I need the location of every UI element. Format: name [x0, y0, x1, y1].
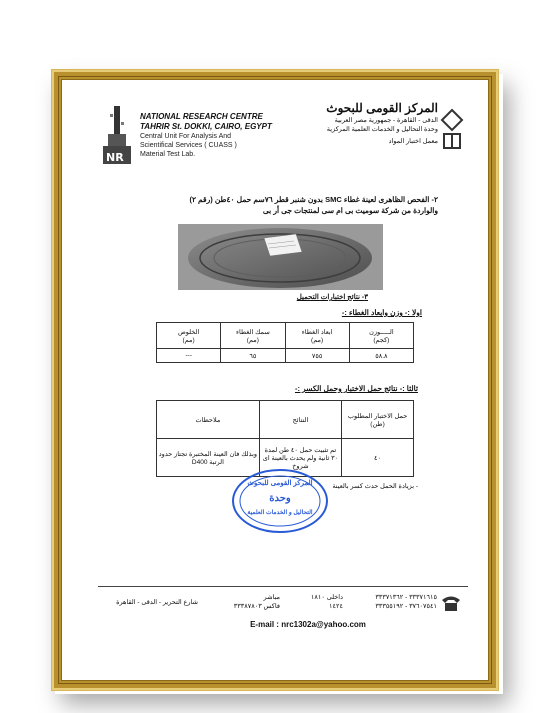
- t1-value-thickness: ٦٥: [221, 349, 285, 363]
- section-b-heading: ثالثا :- نتائج حمل الاختبار وحمل الكسر :-: [294, 384, 418, 393]
- stamp-line3: التحاليل و الخدمات العلمية: [247, 510, 313, 516]
- footer-fax-label: فاكس: [263, 603, 280, 610]
- t1-value-weight: ٥٨.٨: [349, 349, 413, 363]
- header-ar-line4: معمل اختبار المواد: [388, 138, 438, 145]
- title-line2: والواردة من شركة سوميت بى ام سى لمنتجات جى أر بى: [262, 206, 438, 215]
- stamp-line2: وحدة: [269, 493, 291, 504]
- t1-header-thickness: سمك الغطاء: [235, 328, 270, 336]
- stamp-line1: المركز القومى للبحوث: [247, 480, 313, 487]
- header-en-line5: Material Test Lab.: [140, 151, 196, 158]
- manhole-cover-photo: [178, 224, 383, 290]
- blue-stamp: [230, 466, 330, 536]
- t1-value-dims: ٧٥٥: [285, 349, 349, 363]
- header-ar-line3: وحدة التحاليل و الخدمات العلمية المركزية: [326, 126, 438, 133]
- header-ar-line2: الدقى - القاهرة - جمهورية مصر العربية: [334, 117, 438, 124]
- t1-unit-dims: (مم): [311, 336, 324, 344]
- footer-direct-label: مباشر: [263, 594, 280, 601]
- footer-email: E-mail : nrc1302a@yahoo.com: [250, 620, 366, 629]
- footer-address: شارع التحرير - الدقى - القاهرة: [116, 599, 198, 606]
- header-ar-line1: المركز القومى للبحوث: [326, 101, 438, 115]
- t2-header-notes: ملاحظات: [157, 401, 260, 439]
- nrc-ar-logo-icon: [440, 108, 464, 152]
- t1-unit-thickness: (مم): [246, 336, 259, 344]
- title-line1: ٢- الفحص الظاهرى لعينة غطاء SMC بدون شنبر قطر ٧٦سم حمل ٤٠طن (رقم ٢): [189, 195, 438, 204]
- footer-fax: ٣٣٣٨٧٨٠٣: [233, 603, 262, 610]
- footer-ext: ١٨١٠: [310, 594, 325, 601]
- certificate-document: [68, 86, 482, 676]
- header-en-line4: Scientifical Services ( CUASS ): [140, 142, 237, 149]
- t2-value-load: ٤٠: [342, 439, 414, 477]
- footer-divider: [98, 586, 468, 587]
- footer-phones2: ٣٧٦٠٧٥٤١ - ٣٣٣٥٥١٩٢: [375, 603, 437, 610]
- t2-header-required-load: حمل الاختبار المطلوب (طن): [342, 401, 414, 439]
- header-en-line1: NATIONAL RESEARCH CENTRE: [140, 112, 263, 121]
- footer-ext-label: داخلى: [326, 594, 343, 601]
- t1-value-clearance: ---: [157, 349, 221, 363]
- dimensions-table: [156, 322, 414, 363]
- footer-ext2: ١٤٢٤: [329, 603, 343, 610]
- section-a-heading: اولا :- وزن وابعاد الغطاء :-: [341, 308, 422, 317]
- t2-header-results: النتائج: [259, 401, 341, 439]
- note-text: - بزيادة الحمل حدث كسر بالعينة: [332, 483, 418, 490]
- t1-unit-weight: (كجم): [373, 336, 390, 344]
- t1-header-dims: ابعاد الغطاء: [301, 328, 333, 336]
- nrc-logo-icon: [100, 104, 134, 166]
- footer-phones: ٣٣٣٧١٦١٥ - ٣٣٣٧١٣٦٢: [375, 594, 437, 601]
- header-en-line2: TAHRIR St. DOKKI, CAIRO, EGYPT: [140, 122, 272, 131]
- t2-value-results: تم تثبيت حمل ٤٠ طن لمدة ٣٠ ثانية ولم يحدث بالعينة اى شروخ: [259, 439, 341, 477]
- t1-header-weight: الـــــوزن: [369, 328, 394, 336]
- header-en-line3: Central Unit For Analysis And: [140, 133, 232, 140]
- t1-header-clearance: الخلوص: [177, 328, 200, 336]
- t2-value-notes: وبذلك فان العينة المختبرة تجتاز حدود الرتبة D400: [157, 439, 260, 477]
- svg-text:NR: NR: [106, 151, 124, 164]
- telephone-icon: [440, 594, 462, 612]
- section3-heading: ٣- نتائج اختبارات التحميل: [296, 294, 368, 301]
- t1-unit-clearance: (مم): [182, 336, 195, 344]
